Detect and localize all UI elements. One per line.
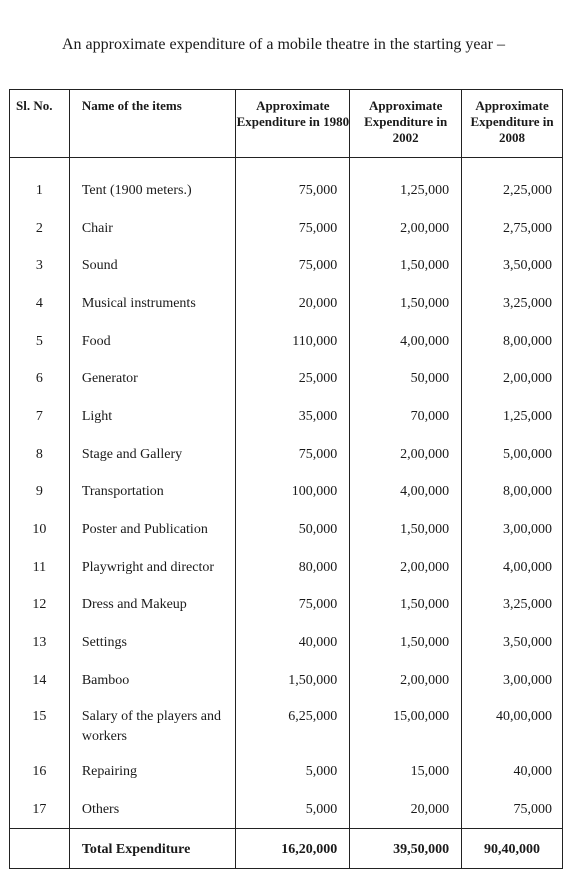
row-item-name: Repairing: [69, 753, 236, 791]
row-item-name: Food: [69, 323, 236, 361]
row-expenditure-2008: 3,00,000: [462, 662, 563, 700]
row-expenditure-1980: 100,000: [236, 473, 350, 511]
row-item-name: Others: [69, 791, 236, 829]
total-sl-cell: [10, 829, 70, 869]
row-item-name: Stage and Gallery: [69, 436, 236, 474]
header-sl-no: Sl. No.: [10, 90, 70, 158]
row-expenditure-2008: 3,50,000: [462, 247, 563, 285]
row-sl-no: 15: [10, 699, 70, 753]
row-sl-no: 14: [10, 662, 70, 700]
table-row: [10, 624, 563, 662]
table-row: [10, 285, 563, 323]
row-expenditure-2002: 20,000: [350, 791, 462, 829]
row-expenditure-2002: 2,00,000: [350, 210, 462, 248]
table-row: [10, 158, 563, 210]
row-item-name: Chair: [69, 210, 236, 248]
table-row: [10, 791, 563, 829]
row-expenditure-2008: 75,000: [462, 791, 563, 829]
row-expenditure-2008: 40,000: [462, 753, 563, 791]
row-expenditure-1980: 25,000: [236, 360, 350, 398]
row-item-name: Transportation: [69, 473, 236, 511]
row-sl-no: 17: [10, 791, 70, 829]
row-expenditure-2008: 8,00,000: [462, 473, 563, 511]
row-item-name: Generator: [69, 360, 236, 398]
row-expenditure-2008: 8,00,000: [462, 323, 563, 361]
row-item-name: Salary of the players and workers: [69, 699, 236, 753]
row-expenditure-2002: 2,00,000: [350, 436, 462, 474]
row-expenditure-2008: 4,00,000: [462, 549, 563, 587]
row-expenditure-2002: 1,50,000: [350, 624, 462, 662]
table-row: [10, 549, 563, 587]
row-expenditure-2008: 3,25,000: [462, 285, 563, 323]
row-expenditure-1980: 75,000: [236, 210, 350, 248]
total-1980: 16,20,000: [236, 829, 350, 869]
row-expenditure-1980: 40,000: [236, 624, 350, 662]
row-sl-no: 7: [10, 398, 70, 436]
row-expenditure-1980: 5,000: [236, 753, 350, 791]
row-expenditure-2008: 1,25,000: [462, 398, 563, 436]
row-expenditure-2002: 50,000: [350, 360, 462, 398]
row-expenditure-2002: 4,00,000: [350, 473, 462, 511]
row-sl-no: 9: [10, 473, 70, 511]
header-expenditure-2008: Approximate Expenditure in 2008: [462, 90, 563, 158]
table-row: [10, 662, 563, 700]
row-expenditure-2002: 70,000: [350, 398, 462, 436]
row-expenditure-2002: 2,00,000: [350, 549, 462, 587]
row-expenditure-2008: 2,25,000: [462, 158, 563, 210]
header-expenditure-1980: Approximate Expenditure in 1980: [236, 90, 350, 158]
row-expenditure-2008: 2,75,000: [462, 210, 563, 248]
row-expenditure-1980: 75,000: [236, 436, 350, 474]
row-sl-no: 5: [10, 323, 70, 361]
row-sl-no: 12: [10, 586, 70, 624]
table-row: [10, 586, 563, 624]
row-item-name: Poster and Publication: [69, 511, 236, 549]
row-expenditure-1980: 20,000: [236, 285, 350, 323]
row-expenditure-2002: 1,50,000: [350, 285, 462, 323]
table-row: [10, 210, 563, 248]
row-expenditure-1980: 75,000: [236, 586, 350, 624]
row-expenditure-2008: 2,00,000: [462, 360, 563, 398]
row-expenditure-2002: 4,00,000: [350, 323, 462, 361]
row-expenditure-1980: 75,000: [236, 158, 350, 210]
row-expenditure-2008: 3,50,000: [462, 624, 563, 662]
row-expenditure-2002: 1,50,000: [350, 247, 462, 285]
table-row: [10, 360, 563, 398]
row-expenditure-2008: 3,25,000: [462, 586, 563, 624]
table-row: [10, 323, 563, 361]
row-expenditure-2002: 1,50,000: [350, 586, 462, 624]
row-expenditure-2002: 1,50,000: [350, 511, 462, 549]
row-expenditure-2008: 40,00,000: [462, 699, 563, 753]
row-expenditure-1980: 75,000: [236, 247, 350, 285]
row-expenditure-2002: 2,00,000: [350, 662, 462, 700]
row-expenditure-1980: 80,000: [236, 549, 350, 587]
row-item-name: Musical instruments: [69, 285, 236, 323]
row-expenditure-1980: 35,000: [236, 398, 350, 436]
row-expenditure-1980: 110,000: [236, 323, 350, 361]
row-sl-no: 13: [10, 624, 70, 662]
row-sl-no: 16: [10, 753, 70, 791]
row-expenditure-2002: 15,00,000: [350, 699, 462, 753]
row-expenditure-1980: 6,25,000: [236, 699, 350, 753]
row-expenditure-2008: 3,00,000: [462, 511, 563, 549]
expenditure-table: [9, 89, 563, 869]
row-item-name: Sound: [69, 247, 236, 285]
row-item-name: Playwright and director: [69, 549, 236, 587]
header-item-name: Name of the items: [69, 90, 236, 158]
row-item-name: Tent (1900 meters.): [69, 158, 236, 210]
intro-text: An approximate expenditure of a mobile theatre in the starting year –: [62, 36, 505, 53]
table-row: [10, 699, 563, 753]
table-row: [10, 247, 563, 285]
row-item-name: Settings: [69, 624, 236, 662]
row-sl-no: 11: [10, 549, 70, 587]
row-expenditure-2002: 1,25,000: [350, 158, 462, 210]
row-item-name: Dress and Makeup: [69, 586, 236, 624]
header-expenditure-2002: Approximate Expenditure in 2002: [350, 90, 462, 158]
row-sl-no: 3: [10, 247, 70, 285]
row-expenditure-1980: 1,50,000: [236, 662, 350, 700]
row-sl-no: 6: [10, 360, 70, 398]
table-row: [10, 398, 563, 436]
table-row: [10, 753, 563, 791]
table-row: [10, 511, 563, 549]
row-expenditure-1980: 50,000: [236, 511, 350, 549]
table-header-row: [10, 90, 563, 158]
total-2002: 39,50,000: [350, 829, 462, 869]
table-row: [10, 473, 563, 511]
row-item-name: Bamboo: [69, 662, 236, 700]
row-sl-no: 4: [10, 285, 70, 323]
row-sl-no: 10: [10, 511, 70, 549]
row-expenditure-1980: 5,000: [236, 791, 350, 829]
row-expenditure-2002: 15,000: [350, 753, 462, 791]
row-sl-no: 1: [10, 158, 70, 210]
row-sl-no: 2: [10, 210, 70, 248]
table-row: [10, 436, 563, 474]
row-sl-no: 8: [10, 436, 70, 474]
total-row: [10, 829, 563, 869]
row-item-name: Light: [69, 398, 236, 436]
row-expenditure-2008: 5,00,000: [462, 436, 563, 474]
total-label: Total Expenditure: [69, 829, 236, 869]
total-2008: 90,40,000: [462, 829, 563, 869]
